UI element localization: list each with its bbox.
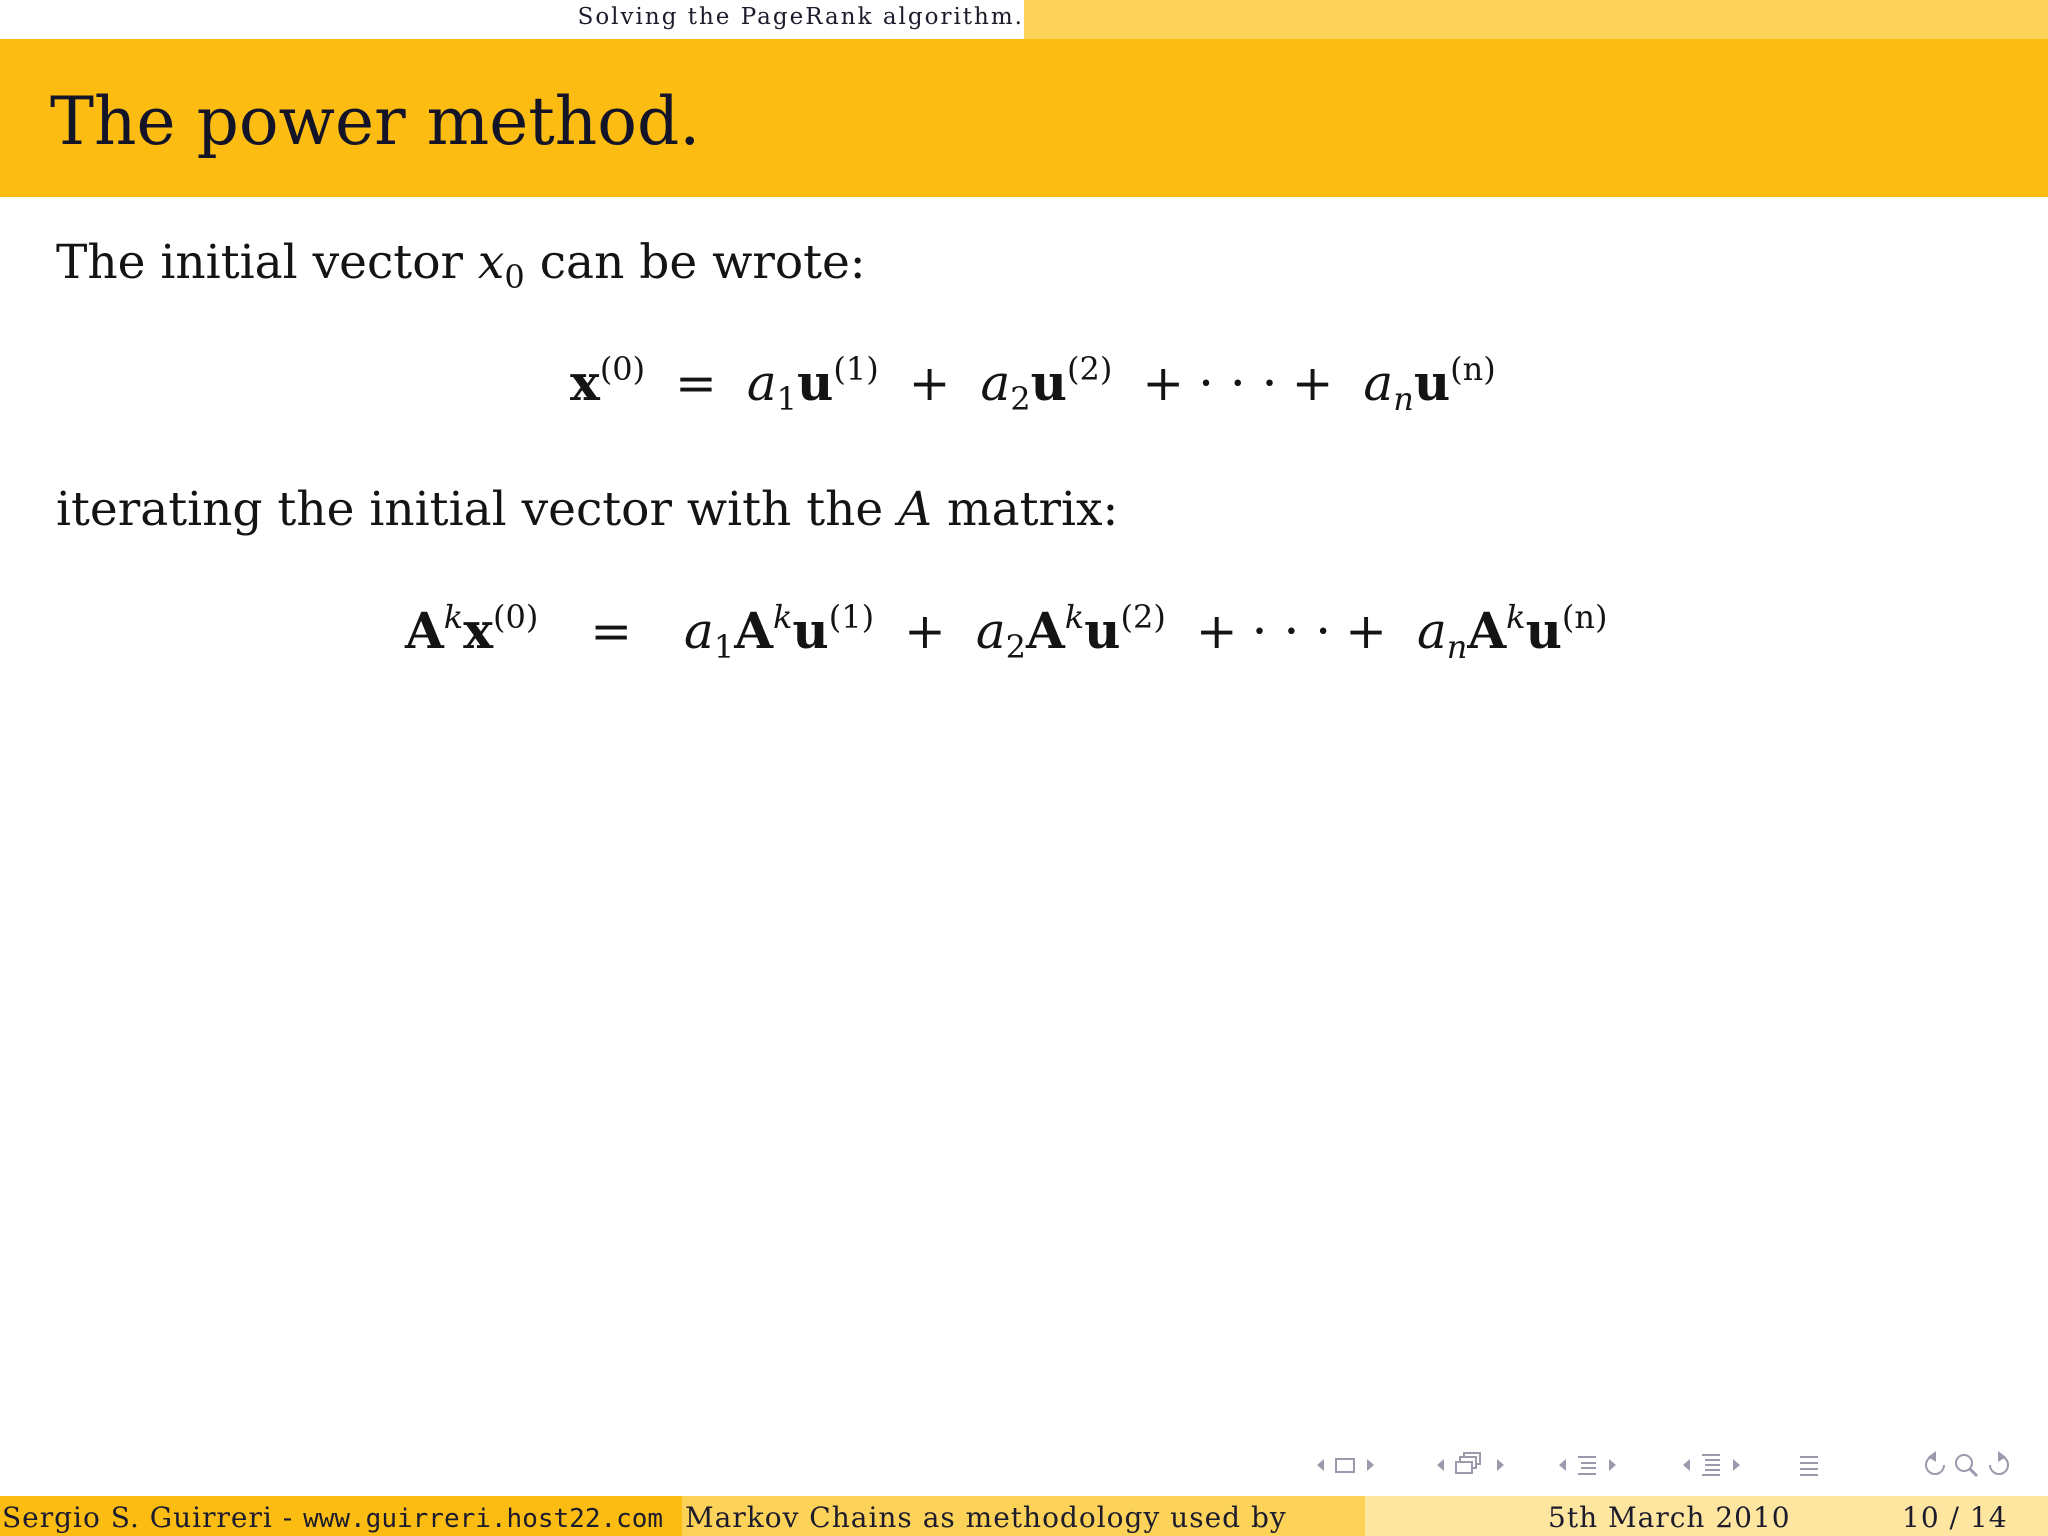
subsection-icon[interactable] <box>1454 1445 1488 1485</box>
eq1-term1-sup: (1) <box>833 350 879 388</box>
eq1-term1-vec: u <box>797 353 834 412</box>
align-icon[interactable] <box>1798 1445 1822 1485</box>
equation-iteration <box>405 598 1608 666</box>
prev-subsection-icon[interactable] <box>1434 1445 1448 1485</box>
next-subsection-icon[interactable] <box>1494 1445 1508 1485</box>
eq1-plus1: + <box>908 354 951 412</box>
eq2-term2-mat: A <box>1025 601 1065 660</box>
frame-icon[interactable] <box>1334 1445 1358 1485</box>
eq2-term2-vec: u <box>1084 601 1121 660</box>
header-bar <box>0 0 2048 39</box>
eq2-term1-mat: A <box>734 601 774 660</box>
var-A: A <box>898 482 933 537</box>
eq1-term2-coef: a <box>980 354 1011 412</box>
eq2-plus3: + <box>1345 602 1388 660</box>
eq2-term3-coef-sub: n <box>1446 628 1468 666</box>
prev-frame-icon[interactable] <box>1314 1445 1328 1485</box>
section-icon[interactable] <box>1576 1445 1600 1485</box>
search-icon[interactable] <box>1952 1445 1982 1485</box>
var-x: x <box>477 235 505 290</box>
footer-page-number <box>1902 1501 2008 1534</box>
text-line2-before: iterating the initial vector with the <box>56 482 899 537</box>
eq1-plus3: + <box>1291 354 1334 412</box>
next-toc-icon[interactable] <box>1730 1445 1744 1485</box>
eq1-term2-sup: (2) <box>1066 350 1113 388</box>
eq2-term3-vec: u <box>1525 601 1562 660</box>
eq1-plus2: + <box>1142 354 1185 412</box>
toc-icon[interactable] <box>1700 1445 1724 1485</box>
eq2-term3-mat: A <box>1467 601 1507 660</box>
eq2-term3-coef: a <box>1416 602 1447 660</box>
beamer-navigation <box>1300 1445 2040 1485</box>
eq2-term1-coef: a <box>684 602 714 660</box>
eq2-lhs-var: x <box>463 601 493 660</box>
eq2-term2-coef-sub: 2 <box>1005 628 1026 666</box>
text-line1-after: can be wrote: <box>524 235 866 290</box>
eq2-term2-mat-sup: k <box>1064 598 1085 636</box>
footer-author <box>2 1501 663 1534</box>
eq2-lhs-sup: (0) <box>493 598 539 636</box>
eq1-lhs-var: x <box>570 353 600 412</box>
header-right <box>1024 0 2048 39</box>
text-line2-after: matrix: <box>932 482 1119 537</box>
forward-icon[interactable] <box>1984 1445 2014 1485</box>
frame-title: The power method. <box>50 83 701 160</box>
eq1-dots: · · · <box>1198 354 1278 412</box>
eq1-term1-coef-sub: 1 <box>776 380 798 418</box>
page-current: 10 <box>1902 1501 1940 1534</box>
eq2-plus1: + <box>904 602 946 660</box>
eq1-term3-coef: a <box>1363 354 1394 412</box>
eq1-term3-coef-sub: n <box>1393 380 1414 418</box>
eq2-term3-mat-sup: k <box>1506 598 1526 636</box>
page-separator: / <box>1949 1501 1960 1534</box>
eq2-dots: · · · <box>1251 602 1332 660</box>
eq2-term2-sup: (2) <box>1120 598 1166 636</box>
eq2-lhs-mat: A <box>405 601 444 660</box>
next-frame-icon[interactable] <box>1364 1445 1378 1485</box>
back-icon[interactable] <box>1922 1445 1952 1485</box>
eq2-term1-sup: (1) <box>828 598 875 636</box>
eq2-equals: = <box>590 602 633 660</box>
next-section-icon[interactable] <box>1606 1445 1620 1485</box>
text-line1-before: The initial vector <box>56 235 478 290</box>
eq2-term1-mat-sup: k <box>773 598 793 636</box>
prev-section-icon[interactable] <box>1556 1445 1570 1485</box>
footer-talk-title: Markov Chains as methodology used by <box>685 1501 1287 1534</box>
footer-website[interactable]: www.guirreri.host22.com <box>303 1504 664 1534</box>
eq2-lhs-mat-sup: k <box>443 598 464 636</box>
eq2-plus2: + <box>1195 602 1238 660</box>
footer-date: 5th March 2010 <box>1548 1501 1791 1534</box>
footer-bar <box>0 1496 2048 1536</box>
eq1-term3-vec: u <box>1413 353 1451 412</box>
eq2-term3-sup: (n) <box>1561 598 1608 636</box>
var-x-subscript: 0 <box>504 258 525 296</box>
eq1-term2-coef-sub: 2 <box>1010 380 1031 418</box>
eq1-term2-vec: u <box>1030 353 1067 412</box>
eq1-equals: = <box>675 354 717 412</box>
text-line-initial-vector <box>56 235 866 296</box>
eq1-lhs-sup: (0) <box>599 350 646 388</box>
footer-author-name: Sergio S. Guirreri - <box>2 1501 304 1534</box>
eq2-term2-coef: a <box>975 602 1006 660</box>
eq2-term1-coef-sub: 1 <box>713 628 735 666</box>
title-bar <box>0 39 2048 197</box>
text-line-iterating <box>56 482 1118 537</box>
eq2-term1-vec: u <box>792 601 829 660</box>
eq1-term3-sup: (n) <box>1450 350 1496 388</box>
eq1-term1-coef: a <box>746 354 777 412</box>
prev-toc-icon[interactable] <box>1680 1445 1694 1485</box>
equation-initial-vector <box>570 350 1496 418</box>
section-title[interactable]: Solving the PageRank algorithm. <box>577 4 1024 30</box>
page-total: 14 <box>1969 1501 2008 1534</box>
